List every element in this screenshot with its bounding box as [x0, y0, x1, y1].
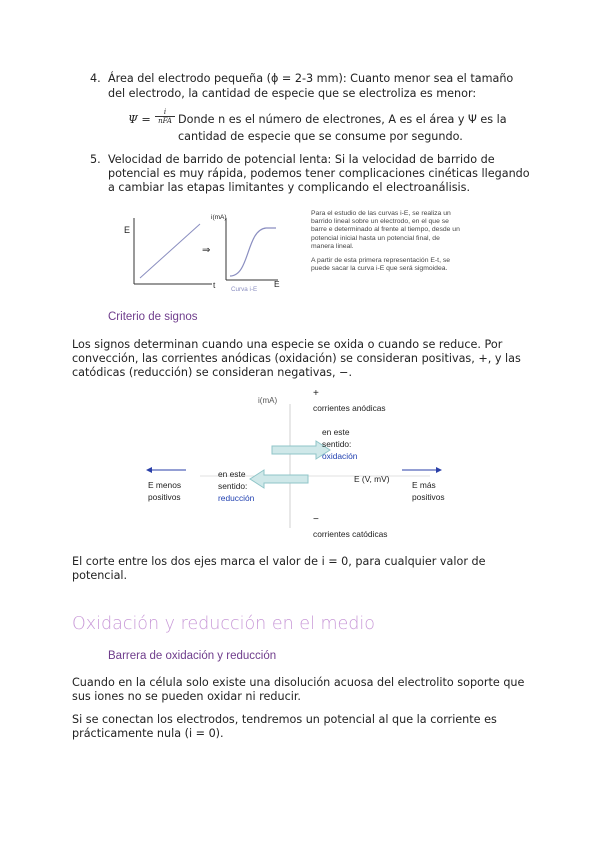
minus-sign: −: [313, 514, 319, 525]
list-number-5: 5.: [90, 153, 101, 166]
et-axis-e-label: E: [124, 225, 131, 235]
formula-explanation-2: cantidad de especie que se consume por segundo.: [178, 130, 463, 143]
right-blue-arrowhead: [436, 467, 442, 473]
desc1-line: barre e determinado al frente al tiempo, desde un: [311, 226, 460, 234]
formula-denominator: nFA: [158, 117, 172, 125]
plus-sign: +: [313, 388, 319, 399]
list-number-4: 4.: [90, 72, 101, 85]
item5-line2: potencial es muy rápida, podemos tener complicaciones cinéticas llegando: [108, 167, 530, 180]
barrera-p2-line2: prácticamente nula (i = 0).: [72, 727, 224, 740]
oxidation-text-1: en este: [322, 427, 350, 437]
item4-line1: Área del electrodo pequeña (ϕ = 2-3 mm): Cuanto menor sea el tamaño: [108, 72, 514, 85]
e-more-positive-2: positivos: [412, 492, 445, 502]
desc1-line: potencial inicial hasta un potencial final, de: [311, 234, 440, 242]
e-more-positive-1: E más: [412, 480, 436, 490]
item4-line2: del electrodo, la cantidad de especie que se electroliza es menor:: [108, 87, 477, 100]
left-blue-arrowhead: [146, 467, 152, 473]
reduction-text-2: sentido:: [218, 481, 248, 491]
criterio-line2: convección, las corrientes anódicas (oxidación) se consideran positivas, +, y las: [72, 352, 521, 365]
anodic-currents-label: corrientes anódicas: [313, 403, 386, 413]
reduction-fat-arrow: [250, 470, 308, 488]
figure1-description: [311, 210, 501, 273]
item5-line3: a cambiar las etapas limitantes y complicando el electroanálisis.: [108, 181, 471, 194]
item5-line1: Velocidad de barrido de potencial lenta: Si la velocidad de barrido de: [108, 153, 495, 166]
desc1-line: Para el estudio de las curvas i-E, se realiza un: [311, 210, 451, 217]
reduction-text-3: reducción: [218, 493, 255, 503]
desc2-line: A partir de esta primera representación E-t, se: [311, 257, 451, 265]
et-ramp-line: [140, 224, 200, 278]
reduction-text-1: en este: [218, 469, 246, 479]
ie-axis-i-label: i(mA): [211, 214, 227, 221]
e-less-positive-2: positivos: [148, 492, 181, 502]
formula-fraction: [155, 108, 175, 126]
sigmoid-curve: [230, 228, 276, 276]
oxidation-text-2: sentido:: [322, 439, 352, 449]
ie-axis-e-label: E: [274, 279, 280, 289]
formula-lhs: Ψ =: [128, 113, 151, 126]
desc1-line: barrido lineal sobre un electrodo, en el que se: [311, 218, 449, 226]
subheading-criterio: Criterio de signos: [108, 311, 198, 323]
barrera-p1-line1: Cuando en la célula solo existe una disolución acuosa del electrolito soporte que: [72, 676, 525, 689]
e-less-positive-1: E menos: [148, 480, 182, 490]
corte-line2: potencial.: [72, 569, 128, 582]
oxidation-text-3: oxidación: [322, 451, 358, 461]
i-axis-label: i(mA): [258, 396, 278, 405]
subheading-barrera: Barrera de oxidación y reducción: [108, 650, 277, 662]
formula-numerator: i: [155, 108, 175, 117]
desc2-line: puede sacar la curva i-E que será sigmoidea.: [311, 265, 448, 273]
formula-explanation-1: Donde n es el número de electrones, A es el área y Ψ es la: [178, 113, 507, 126]
barrera-p2-line1: Si se conectan los electrodos, tendremos un potencial al que la corriente es: [72, 713, 497, 726]
cathodic-currents-label: corrientes catódicas: [313, 529, 388, 539]
corte-line1: El corte entre los dos ejes marca el valor de i = 0, para cualquier valor de: [72, 555, 486, 568]
e-axis-unit-label: E (V, mV): [354, 474, 390, 484]
criterio-line3: catódicas (reducción) se consideran negativas, −.: [72, 366, 353, 379]
criterio-line1: Los signos determinan cuando una especie se oxida o cuando se reduce. Por: [72, 338, 503, 351]
desc1-line: manera lineal.: [311, 242, 354, 250]
sign-convention-diagram: [130, 388, 470, 548]
section-heading: Oxidación y reducción en el medio: [72, 614, 375, 634]
implies-arrow: ⇒: [202, 245, 211, 256]
et-axis-t-label: t: [213, 280, 216, 290]
curve-ie-caption: Curva i-E: [231, 286, 258, 293]
barrera-p1-line2: sus iones no se pueden oxidar ni reducir.: [72, 690, 301, 703]
